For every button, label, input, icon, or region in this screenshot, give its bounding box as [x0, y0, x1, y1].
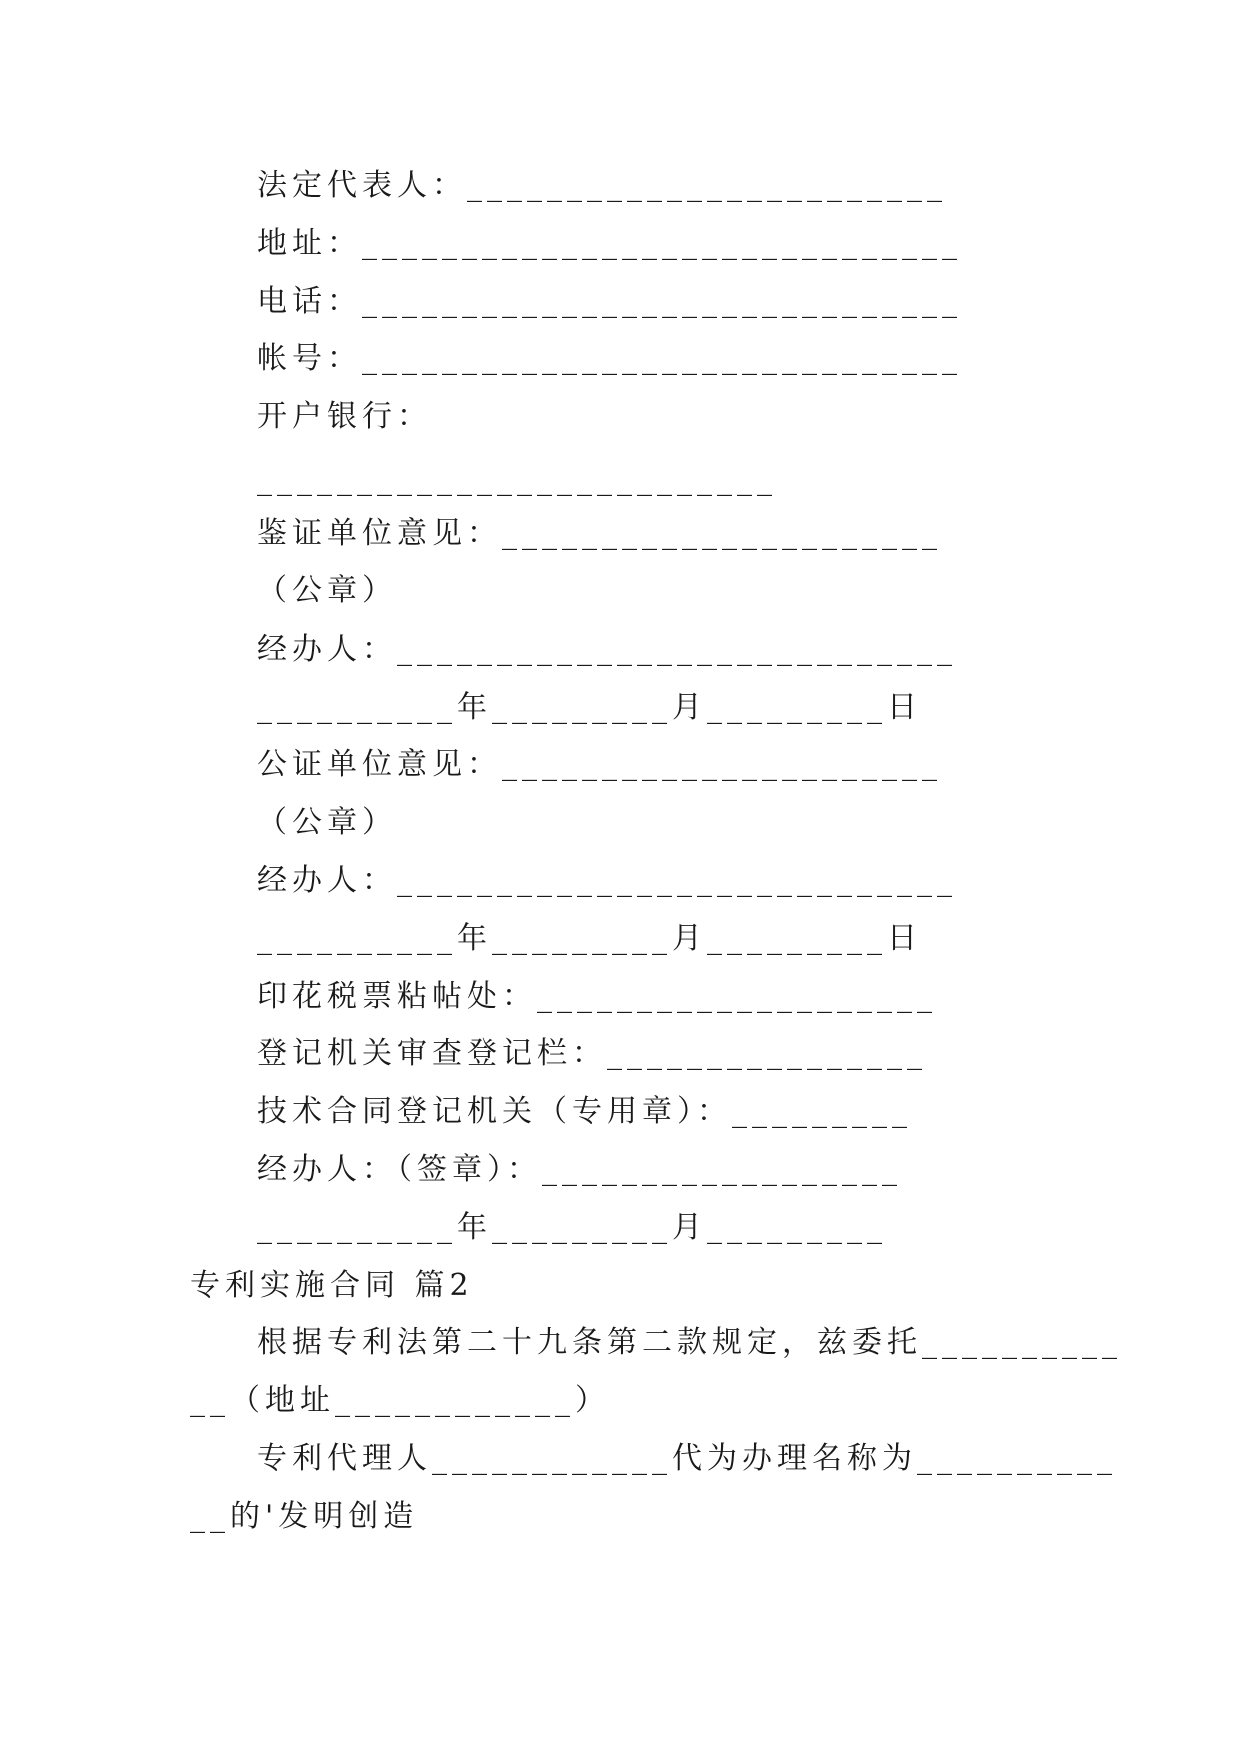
- registration-date-line: __________年_________月_________: [257, 1210, 887, 1245]
- appraisal-opinion-line: 鉴证单位意见：______________________: [257, 516, 942, 551]
- body-paragraph-2: 专利代理人____________代为办理名称为__________: [257, 1441, 1117, 1476]
- stamp-tax-line: 印花税票粘帖处：____________________: [257, 979, 937, 1014]
- account-line: 帐号：______________________________: [257, 341, 962, 376]
- legal-representative-line: 法定代表人：________________________: [257, 168, 947, 203]
- registration-authority-line: 技术合同登记机关（专用章）：_________: [257, 1094, 912, 1129]
- appraisal-seal: （公章）: [257, 573, 397, 608]
- registration-review-line: 登记机关审查登记栏：________________: [257, 1036, 927, 1071]
- notary-seal: （公章）: [257, 805, 397, 840]
- body-paragraph-2-cont: __的'发明创造: [190, 1499, 419, 1534]
- body-paragraph-1: 根据专利法第二十九条第二款规定，兹委托__________: [257, 1325, 1122, 1360]
- registration-handler-line: 经办人：（签章）：__________________: [257, 1152, 902, 1187]
- appraisal-handler-line: 经办人：____________________________: [257, 632, 957, 667]
- notary-handler-line: 经办人：____________________________: [257, 863, 957, 898]
- address-line: 地址：______________________________: [257, 226, 962, 261]
- notary-date-line: __________年_________月_________日: [257, 921, 922, 956]
- appraisal-date-line: __________年_________月_________日: [257, 690, 922, 725]
- bank-label: 开户银行：: [257, 399, 432, 434]
- section-heading: 专利实施合同 篇2: [190, 1268, 474, 1303]
- bank-blank: __________________________: [257, 462, 777, 497]
- phone-line: 电话：______________________________: [257, 284, 962, 319]
- notary-opinion-line: 公证单位意见：______________________: [257, 747, 942, 782]
- body-paragraph-1-cont: __（地址____________）: [190, 1383, 610, 1418]
